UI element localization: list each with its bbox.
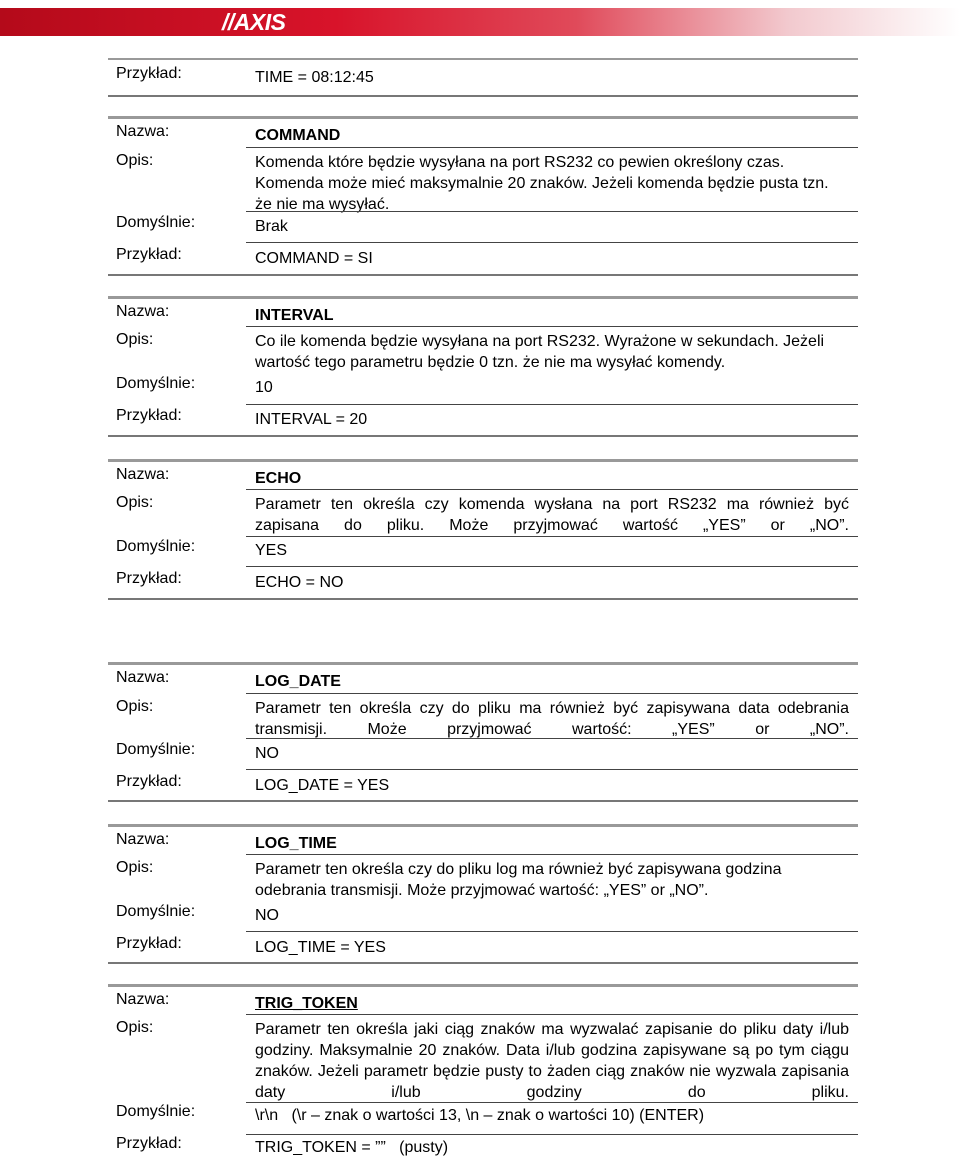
- domyslnie-row: [108, 211, 858, 241]
- param-name: INTERVAL: [255, 307, 334, 324]
- przyklad-label: Przykład:: [116, 570, 182, 587]
- opis-label: Opis:: [116, 494, 154, 511]
- example-row: [108, 62, 858, 92]
- nazwa-row: [108, 120, 858, 146]
- param-command: [108, 116, 858, 276]
- przyklad-label: Przykład:: [116, 1135, 182, 1152]
- domyslnie-row: [108, 900, 858, 930]
- domyslnie-label: Domyślnie:: [116, 538, 196, 555]
- param-description: Komenda które będzie wysyłana na port RS232 co pewien określony czas. Komenda może mieć maksymalnie 20 znaków. Jeżeli komenda będzie pusta tzn. że nie ma wysyłać.: [255, 154, 829, 213]
- param-example: COMMAND = SI: [255, 250, 373, 267]
- nazwa-label: Nazwa:: [116, 991, 170, 1008]
- param-name: TRIG_TOKEN: [255, 995, 358, 1012]
- param-default: \r\n (\r – znak o wartości 13, \n – znak o wartości 10) (ENTER): [255, 1107, 705, 1124]
- nazwa-row: [108, 988, 858, 1014]
- param-interval: [108, 296, 858, 438]
- param-example: LOG_DATE = YES: [255, 777, 390, 794]
- przyklad-label: Przykład:: [116, 407, 182, 424]
- example-value: TIME = 08:12:45: [255, 69, 374, 86]
- domyslnie-row: [108, 372, 858, 402]
- nazwa-row: [108, 463, 858, 489]
- param-default: NO: [255, 745, 279, 762]
- param-default: NO: [255, 907, 279, 924]
- przyklad-row: [108, 567, 858, 597]
- header-bar: [0, 8, 960, 36]
- param-example: INTERVAL = 20: [255, 411, 368, 428]
- param-example: LOG_TIME = YES: [255, 939, 386, 956]
- param-description: Parametr ten określa czy do pliku ma również być zapisywana data odebrania transmisji. Może przyjmować wartość: „YES” or „NO”.: [255, 700, 849, 738]
- domyslnie-label: Domyślnie:: [116, 214, 196, 231]
- param-description: Parametr ten określa czy komenda wysłana na port RS232 ma również być zapisana do pliku. Może przyjmować wartość „YES” or „NO”.: [255, 496, 849, 534]
- opis-row: [108, 328, 858, 374]
- param-description: Parametr ten określa czy do pliku log ma również być zapisywana godzina odebrania transmisji. Może przyjmować wartość: „YES” or „NO”.: [255, 861, 782, 899]
- param-example: TRIG_TOKEN = ”” (pusty): [255, 1139, 449, 1156]
- param-name: COMMAND: [255, 127, 341, 144]
- opis-row: [108, 695, 858, 741]
- axis-logo: //AXIS: [222, 9, 286, 35]
- nazwa-label: Nazwa:: [116, 303, 170, 320]
- przyklad-label: Przykład:: [116, 246, 182, 263]
- nazwa-label: Nazwa:: [116, 123, 170, 140]
- opis-row: [108, 491, 858, 537]
- domyslnie-row: [108, 738, 858, 768]
- domyslnie-row: [108, 535, 858, 565]
- przyklad-label: Przykład:: [116, 773, 182, 790]
- opis-row: [108, 1016, 858, 1106]
- domyslnie-row: [108, 1100, 858, 1130]
- przyklad-row: [108, 1132, 858, 1162]
- param-default: YES: [255, 542, 288, 559]
- param-default: Brak: [255, 218, 288, 235]
- param-description: Co ile komenda będzie wysyłana na port RS232. Wyrażone w sekundach. Jeżeli wartość tego parametru będzie 0 tzn. że nie ma wysyłać komendy.: [255, 333, 825, 371]
- param-name: ECHO: [255, 470, 302, 487]
- param-echo: [108, 459, 858, 601]
- opis-label: Opis:: [116, 859, 154, 876]
- param-example: ECHO = NO: [255, 574, 344, 591]
- przyklad-label: Przykład:: [116, 935, 182, 952]
- param-default: 10: [255, 379, 273, 396]
- param-description: Parametr ten określa jaki ciąg znaków ma wyzwalać zapisanie do pliku daty i/lub godziny. Maksymalnie 20 znaków. Data i/lub godzina zapisywane są po tym ciągu znaków. Jeżeli parametr będzie pusty to żaden ciąg znaków nie wyzwala zapisania daty i/lub godziny do pliku.: [255, 1021, 849, 1101]
- param-name: LOG_DATE: [255, 673, 341, 690]
- przyklad-row: [108, 932, 858, 962]
- nazwa-row: [108, 300, 858, 326]
- opis-label: Opis:: [116, 1019, 154, 1036]
- param-log-date: [108, 662, 858, 802]
- opis-row: [108, 856, 858, 902]
- domyslnie-label: Domyślnie:: [116, 903, 196, 920]
- opis-label: Opis:: [116, 152, 154, 169]
- opis-row: [108, 149, 858, 213]
- nazwa-label: Nazwa:: [116, 831, 170, 848]
- przyklad-row: [108, 243, 858, 273]
- param-name: LOG_TIME: [255, 835, 337, 852]
- param-trig-token: [108, 984, 858, 1170]
- przyklad-label: Przykład:: [116, 65, 182, 82]
- opis-label: Opis:: [116, 698, 154, 715]
- domyslnie-label: Domyślnie:: [116, 1103, 196, 1120]
- nazwa-label: Nazwa:: [116, 466, 170, 483]
- domyslnie-label: Domyślnie:: [116, 741, 196, 758]
- domyslnie-label: Domyślnie:: [116, 375, 196, 392]
- nazwa-row: [108, 828, 858, 854]
- param-log-time: [108, 824, 858, 964]
- time-example-section: [108, 58, 858, 98]
- nazwa-label: Nazwa:: [116, 669, 170, 686]
- przyklad-row: [108, 404, 858, 434]
- nazwa-row: [108, 666, 858, 692]
- opis-label: Opis:: [116, 331, 154, 348]
- przyklad-row: [108, 770, 858, 800]
